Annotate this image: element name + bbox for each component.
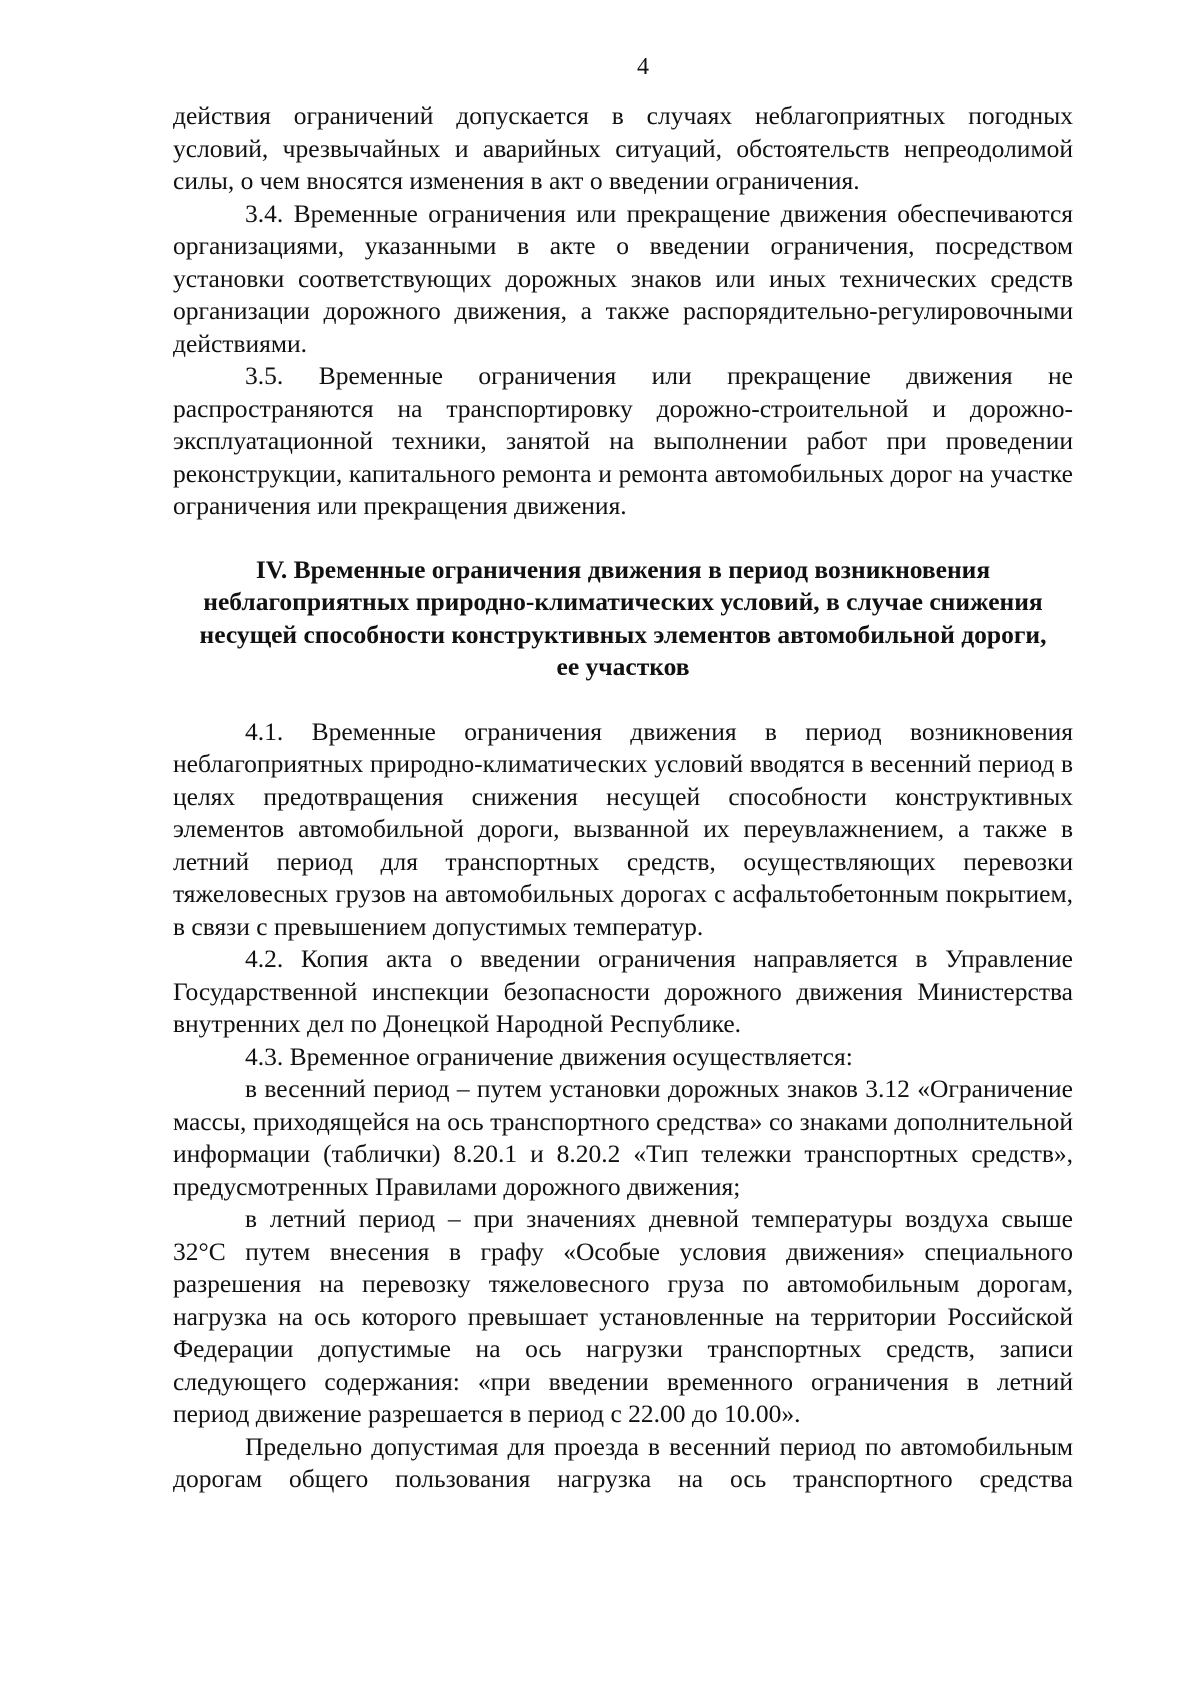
section-heading-line: IV. Временные ограничения движения в период возникновения xyxy=(255,554,991,584)
section-heading-line: несущей способности конструктивных элементов автомобильной дороги, xyxy=(199,619,1047,649)
paragraph-3-5: 3.5. Временные ограничения или прекращение движения не распространяются на транспортировку дорожно-строительной и дорожно-эксплуатационной техники, занятой на выполнении работ при проведении реконструкции, капитального ремонта и ремонта автомобильных дорог на участке ограничения или прекращения движения. xyxy=(173,361,1073,520)
paragraph-4-3: 4.3. Временное ограничение движения осуществляется: xyxy=(245,1041,853,1071)
paragraph-4-2: 4.2. Копия акта о введении ограничения направляется в Управление Государственной инспекции безопасности дорожного движения Министерства внутренних дел по Донецкой Народной Республике. xyxy=(173,944,1073,1038)
paragraph-summer-period: в летний период – при значениях дневной температуры воздуха свыше 32°С путем внесения в графу «Особые условия движения» специального разрешения на перевозку тяжеловесного груза по автомобильным дорогам, нагрузка на ось которого превышает установленные на территории Российской Федерации допустимые на ось нагрузки транспортных средств, записи следующего содержания: «при введении временного ограничения в летний период движение разрешается в период с 22.00 до 10.00». xyxy=(173,1204,1073,1428)
paragraph-3-4: 3.4. Временные ограничения или прекращение движения обеспечиваются организациями, указанными в акте о введении ограничения, посредством установки соответствующих дорожных знаков или иных технических средств организации дорожного движения, а также распорядительно-регулировочными действиями. xyxy=(173,198,1073,358)
paragraph-continuation: действия ограничений допускается в случаях неблагоприятных погодных условий, чрезвычайных и аварийных ситуаций, обстоятельств непреодолимой силы, о чем вносятся изменения в акт о введении ограничения. xyxy=(173,101,1073,195)
paragraph-max-axle-load: Предельно допустимая для проезда в весенний период по автомобильным дорогам общего пользования нагрузка на ось транспортного средства xyxy=(173,1431,1073,1493)
section-heading-iv xyxy=(173,554,1073,684)
paragraph-spring-period: в весенний период – путем установки дорожных знаков 3.12 «Ограничение массы, приходящейся на ось транспортного средства» со знаками дополнительной информации (таблички) 8.20.1 и 8.20.2 «Тип тележки транспортных средств», предусмотренных Правилами дорожного движения; xyxy=(173,1074,1073,1201)
document-page xyxy=(173,52,1073,1496)
paragraph-4-1: 4.1. Временные ограничения движения в период возникновения неблагоприятных природно-климатических условий вводятся в весенний период в целях предотвращения снижения несущей способности конструктивных элементов автомобильной дороги, вызванной их переувлажнением, а также в летний период для транспортных средств, осуществляющих перевозки тяжеловесных грузов на автомобильных дорогах с асфальтобетонным покрытием, в связи с превышением допустимых температур. xyxy=(173,716,1073,941)
section-heading-line: неблагоприятных природно-климатических условий, в случае снижения xyxy=(203,587,1043,616)
page-number: 4 xyxy=(637,54,649,80)
section-heading-line: ее участков xyxy=(556,652,690,681)
